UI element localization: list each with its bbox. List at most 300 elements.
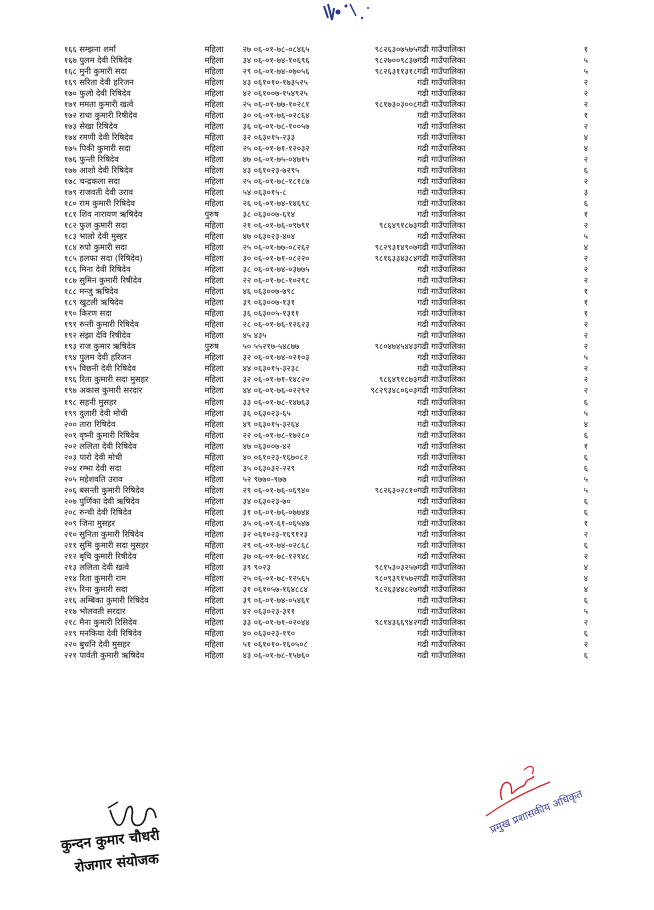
cell-phone: [345, 231, 417, 242]
cell-office: गढी गाउँपालिका: [417, 605, 466, 616]
cell-id-number: ४० ०६१०२३-१६७०८२: [242, 451, 308, 462]
table-row: [64, 529, 588, 540]
cell-gender: महिला: [204, 451, 224, 462]
cell-gender: महिला: [204, 55, 224, 66]
cell-gender: महिला: [204, 187, 224, 198]
cell-office: गढी गाउँपालिका: [417, 561, 466, 572]
cell-office: गढी गाउँपालिका: [417, 550, 466, 561]
cell-name: २०७ पुर्णिका देवी ऋषिदेव: [64, 495, 140, 506]
table-row: [64, 143, 588, 154]
cell-count: २: [583, 616, 588, 627]
table-row: [64, 474, 588, 485]
cell-name: १६६ सम्झना शर्मा: [64, 44, 116, 54]
cell-office: गढी गाउँपालिका: [417, 77, 466, 88]
cell-id-number: ३५ ०६३०३२-२२९: [242, 462, 296, 473]
cell-name: १८७ सुमिन कुमारी रिषीदेव: [64, 275, 142, 286]
table-row: [64, 187, 588, 198]
cell-count: ५: [583, 484, 588, 495]
cell-office: गढी गाउँपालिका: [417, 484, 466, 495]
table-row: [64, 297, 588, 308]
signatory-block: [60, 800, 230, 880]
cell-id-number: ५२ ९७७०-९७७: [242, 473, 287, 484]
cell-office: गढी गाउँपालिका: [417, 143, 466, 154]
cell-name: १९६ रिता कुमारी सदा मुसहर: [64, 374, 149, 385]
cell-name: १९२ संझा देवि रिषीदेव: [64, 330, 131, 341]
table-row: [64, 110, 588, 121]
cell-office: गढी गाउँपालिका: [417, 154, 466, 165]
cell-name: २१० सुनिता कुमारी रिषिदेव: [64, 528, 144, 539]
cell-id-number: ४२ ०६१००७-१५४९२५: [242, 88, 308, 99]
cell-count: ६: [583, 396, 588, 407]
cell-name: १९८ सहनी मुसहर: [64, 396, 117, 407]
cell-name: १७२ राधा कुमारी रिषीदेव: [64, 110, 138, 121]
cell-gender: महिला: [204, 352, 224, 363]
cell-count: ५: [583, 231, 588, 242]
cell-name: २०० तारा रिषिदेव: [64, 418, 116, 429]
cell-office: गढी गाउँपालिका: [417, 264, 466, 275]
cell-name: २१८ मैना कुमारी रिसिदेव: [64, 616, 137, 627]
cell-count: २: [583, 88, 588, 99]
cell-phone: ९८१७३०३००८: [374, 99, 418, 110]
cell-id-number: ३८ ०६-०१-७४-०३७७५: [242, 264, 310, 275]
cell-gender: महिला: [204, 517, 224, 528]
ink-smudge-icon: [316, 0, 376, 26]
cell-office: गढी गाउँपालिका: [417, 209, 466, 220]
cell-id-number: ३० ०६-०१-७६-०२८६४: [242, 110, 310, 121]
cell-name: २१९ मनकिया देवी रिषिदेव: [64, 627, 142, 638]
cell-phone: ९८२६३०२८१०: [374, 484, 418, 495]
cell-phone: ९८१४३६६९४२: [374, 616, 418, 627]
cell-id-number: ३१ ०६-०१-७६-०७७४४: [242, 506, 310, 517]
cell-count: २: [583, 385, 588, 396]
cell-office: गढी गाउँपालिका: [417, 638, 466, 649]
cell-gender: पुरुष: [204, 341, 219, 352]
cell-id-number: ३३ ०६-०१-७१-०२०४४: [242, 616, 310, 627]
cell-gender: महिला: [204, 286, 224, 297]
cell-gender: महिला: [204, 484, 224, 495]
cell-office: गढी गाउँपालिका: [417, 88, 466, 99]
cell-id-number: ३९ ०६-०१-७४-०५४६१: [242, 594, 310, 605]
cell-gender: महिला: [204, 242, 224, 253]
cell-name: १९० किरण सदा: [64, 308, 112, 319]
cell-gender: महिला: [204, 374, 224, 385]
cell-office: गढी गाउँपालिका: [417, 363, 466, 374]
cell-office: गढी गाउँपालिका: [417, 110, 466, 121]
cell-phone: ९८६४९१८७३: [379, 220, 418, 231]
table-row: [64, 88, 588, 99]
cell-count: ५: [583, 66, 588, 77]
cell-phone: ९८२६३०७५७५: [374, 44, 418, 54]
cell-id-number: ३२ ०६-०१-७१-१४८२०: [242, 374, 310, 385]
table-row: [64, 132, 588, 143]
cell-office: गढी गाउँपालिका: [417, 627, 466, 638]
cell-name: १८६ मिना देवी रिषिदेव: [64, 264, 131, 275]
cell-count: १: [583, 286, 588, 297]
cell-office: गढी गाउँपालिका: [417, 121, 466, 132]
cell-id-number: ५१ ०६१०१०-१६०५०८: [242, 638, 308, 649]
cell-office: गढी गाउँपालिका: [417, 517, 466, 528]
cell-count: ४: [583, 242, 588, 253]
cell-count: २: [583, 121, 588, 132]
cell-gender: महिला: [204, 231, 224, 242]
cell-gender: महिला: [204, 176, 224, 187]
cell-count: १: [583, 110, 588, 121]
cell-name: २११ सुमि कुमारी सदा मुसहर: [64, 539, 149, 550]
cell-id-number: २५ ०६-०१-७८-१८१८७: [242, 176, 310, 187]
cell-name: १९३ राज कुमार ऋषिदेव: [64, 341, 136, 352]
cell-count: ४: [583, 583, 588, 594]
cell-phone: ९८२६३११३१८: [374, 66, 418, 77]
cell-id-number: ४७ ०६३०२३-४०४: [242, 231, 296, 242]
cell-count: ६: [583, 462, 588, 473]
cell-office: गढी गाउँपालिका: [417, 418, 466, 429]
cell-id-number: २५ ०६-०१-७७-०८२६२: [242, 242, 310, 253]
cell-id-number: ४४ ०६३०१५-३२३८: [242, 363, 300, 374]
cell-gender: महिला: [204, 66, 224, 77]
cell-name: १८१ शिव नारायण ऋषिदेव: [64, 209, 143, 220]
cell-office: गढी गाउँपालिका: [417, 451, 466, 462]
cell-count: ५: [583, 55, 588, 66]
cell-name: १९७ अकास कुमारी सरदार: [64, 385, 143, 396]
table-row: [64, 452, 588, 463]
cell-count: ४: [583, 418, 588, 429]
beneficiary-table: [64, 44, 588, 661]
cell-name: १७६ फुन्ती रिषिदेव: [64, 154, 119, 165]
cell-office: गढी गाउँपालिका: [417, 286, 466, 297]
cell-office: गढी गाउँपालिका: [417, 583, 466, 594]
table-row: [64, 628, 588, 639]
cell-id-number: ४० ०६३०२३-११०: [242, 627, 296, 638]
cell-count: ५: [583, 605, 588, 616]
cell-phone: [345, 463, 417, 474]
cell-phone: [345, 452, 417, 463]
cell-name: १६८ मुनी कुमारी सदा: [64, 66, 127, 77]
cell-count: २: [583, 374, 588, 385]
cell-phone: [345, 595, 417, 606]
cell-office: गढी गाउँपालिका: [417, 352, 466, 363]
table-row: [64, 573, 588, 584]
table-row: [64, 154, 588, 165]
cell-gender: महिला: [204, 506, 224, 517]
cell-gender: महिला: [204, 363, 224, 374]
cell-name: २०९ जिना मुसहर: [64, 517, 115, 528]
cell-office: गढी गाउँपालिका: [417, 66, 466, 77]
cell-name: १८३ भालो देवी मुस्हर: [64, 231, 127, 242]
cell-gender: महिला: [204, 649, 224, 660]
cell-office: गढी गाउँपालिका: [417, 297, 466, 308]
cell-phone: ९८२९३१४९०७: [374, 242, 418, 253]
cell-office: गढी गाउँपालिका: [417, 319, 466, 330]
cell-name: १९१ रुन्ती कुमारी रिषिदेव: [64, 319, 139, 330]
cell-office: गढी गाउँपालिका: [417, 308, 466, 319]
cell-id-number: २६ ०६-०१-७४-१४६९८: [242, 198, 310, 209]
table-row: [64, 165, 588, 176]
cell-id-number: ४६ ०६३००७-७९८: [242, 286, 296, 297]
cell-name: २०८ रुन्ची देवी रिषिदेव: [64, 506, 132, 517]
cell-gender: महिला: [204, 605, 224, 616]
cell-id-number: ३४ ०६३०२३-७०: [242, 495, 291, 506]
cell-phone: ९८२७००९८३७: [374, 55, 418, 66]
cell-phone: ९८०९३९१५७२: [374, 572, 418, 583]
cell-name: १८९ खुटली ऋषिदेव: [64, 297, 124, 308]
cell-name: १७९ राजवती देवी उराव: [64, 187, 133, 198]
cell-name: २०२ ललिता देवी रिषिदेव: [64, 440, 137, 451]
cell-office: गढी गाउँपालिका: [417, 55, 466, 66]
cell-id-number: ४५ ४३५: [242, 330, 267, 341]
cell-office: गढी गाउँपालिका: [417, 495, 466, 506]
table-row: [64, 485, 588, 496]
cell-gender: पुरुष: [204, 209, 219, 220]
cell-phone: [345, 132, 417, 143]
table-row: [64, 496, 588, 507]
table-row: [64, 330, 588, 341]
cell-phone: [345, 408, 417, 419]
cell-name: १७० फुलो देवी रिषिदेव: [64, 88, 131, 99]
cell-count: २: [583, 319, 588, 330]
cell-id-number: ४७ ०६३००७-४२: [242, 440, 291, 451]
cell-phone: [345, 319, 417, 330]
cell-phone: [345, 628, 417, 639]
signatory-name: कुन्दन कुमार चौधरी: [60, 827, 161, 854]
cell-id-number: ४३ ०६१०१०-१७३५२५: [242, 77, 308, 88]
cell-count: २: [583, 264, 588, 275]
cell-office: गढी गाउँपालिका: [417, 99, 466, 110]
cell-office: गढी गाउँपालिका: [417, 462, 466, 473]
cell-phone: ९८२६३४४८२७: [374, 583, 418, 594]
table-row: [64, 430, 588, 441]
cell-id-number: २१ ०६-०१-७६-०९७९१: [242, 220, 310, 231]
cell-gender: महिला: [204, 330, 224, 341]
cell-phone: [345, 397, 417, 408]
cell-gender: महिला: [204, 88, 224, 99]
cell-phone: [345, 352, 417, 363]
cell-name: २०१ वृष्नी कुमारी रिषिदेव: [64, 429, 139, 440]
cell-count: १: [583, 517, 588, 528]
cell-id-number: २५ ०६-०१-७१-१२०३२: [242, 143, 310, 154]
cell-count: २: [583, 220, 588, 231]
cell-count: ५: [583, 352, 588, 363]
cell-gender: महिला: [204, 143, 224, 154]
cell-name: २१३ ललिता देवी खत्वे: [64, 561, 130, 572]
cell-name: २२१ पार्वती कुमारी ऋषिदेव: [64, 649, 145, 660]
cell-name: १८० राम कुमारी रिषिदेव: [64, 198, 135, 209]
cell-phone: ९८०४७४५४४३: [374, 341, 418, 352]
cell-gender: महिला: [204, 275, 224, 286]
table-row: [64, 198, 588, 209]
table-row: [64, 55, 588, 66]
cell-office: गढी गाउँपालिका: [417, 407, 466, 418]
cell-id-number: ४७ ०६-०१-७५-०४७१५: [242, 154, 310, 165]
cell-office: गढी गाउँपालिका: [417, 649, 466, 660]
cell-phone: [345, 330, 417, 341]
cell-gender: महिला: [204, 638, 224, 649]
table-row: [64, 595, 588, 606]
cell-name: १७५ पिकी कुमारी सदा: [64, 143, 131, 154]
cell-gender: महिला: [204, 528, 224, 539]
cell-gender: महिला: [204, 440, 224, 451]
cell-gender: महिला: [204, 132, 224, 143]
cell-id-number: ३६ ०६-०१-७८-१००५७: [242, 121, 310, 132]
cell-id-number: ३२ ०६१०२३-१६९१२३: [242, 528, 308, 539]
cell-gender: महिला: [204, 594, 224, 605]
cell-id-number: ३७ ०६-०१-७८-१२९४८: [242, 550, 310, 561]
cell-gender: महिला: [204, 462, 224, 473]
cell-gender: महिला: [204, 495, 224, 506]
cell-phone: [345, 297, 417, 308]
cell-name: २१४ रिता कुमारी राम: [64, 572, 126, 583]
cell-id-number: २५ ०६-०१-७८-१२५६५: [242, 572, 310, 583]
cell-phone: [345, 430, 417, 441]
cell-phone: [345, 198, 417, 209]
cell-office: गढी गाउँपालिका: [417, 176, 466, 187]
cell-count: ४: [583, 143, 588, 154]
cell-phone: ९८१६३३४३८४: [374, 253, 418, 264]
cell-count: २: [583, 275, 588, 286]
cell-office: गढी गाउँपालिका: [417, 594, 466, 605]
table-row: [64, 242, 588, 253]
cell-office: गढी गाउँपालिका: [417, 539, 466, 550]
cell-name: १८२ फुल कुमारी सदा: [64, 220, 128, 231]
cell-office: गढी गाउँपालिका: [417, 187, 466, 198]
cell-count: २: [583, 638, 588, 649]
cell-count: २: [583, 528, 588, 539]
cell-count: २: [583, 550, 588, 561]
cell-office: गढी गाउँपालिका: [417, 506, 466, 517]
cell-office: गढी गाउँपालिका: [417, 440, 466, 451]
cell-phone: [345, 441, 417, 452]
table-row: [64, 650, 588, 661]
cell-phone: [345, 176, 417, 187]
cell-id-number: ३६ ०६३०२३-६५: [242, 407, 291, 418]
cell-phone: [345, 88, 417, 99]
cell-phone: [345, 518, 417, 529]
cell-gender: महिला: [204, 385, 224, 396]
cell-gender: महिला: [204, 154, 224, 165]
cell-name: १६९ सरिता देवी हरिजन: [64, 77, 134, 88]
cell-phone: [345, 496, 417, 507]
cell-id-number: ३२ ०६-०१-७४-०२१०३: [242, 352, 310, 363]
stamp-text: प्रमुख प्रशासकीय अधिकृत: [488, 787, 585, 837]
cell-phone: [345, 639, 417, 650]
cell-phone: [345, 121, 417, 132]
cell-id-number: २९ ०६-०१-७४-०२८६८: [242, 539, 310, 550]
table-row: [64, 308, 588, 319]
table-row: [64, 518, 588, 529]
table-row: [64, 99, 588, 110]
cell-count: १: [583, 297, 588, 308]
cell-count: ६: [583, 495, 588, 506]
cell-office: गढी गाउँपालिका: [417, 253, 466, 264]
cell-office: गढी गाउँपालिका: [417, 242, 466, 253]
cell-count: २: [583, 330, 588, 341]
table-row: [64, 66, 588, 77]
cell-phone: [345, 165, 417, 176]
cell-id-number: ३० ०६-०१-७१-०८२२०: [242, 253, 310, 264]
cell-gender: महिला: [204, 616, 224, 627]
table-row: [64, 220, 588, 231]
cell-id-number: २७ ०६-०१-७८-०८४६५: [242, 44, 310, 54]
table-row: [64, 77, 588, 88]
cell-name: १९५ विछनी देवी रिषिदेव: [64, 363, 136, 374]
cell-phone: [345, 529, 417, 540]
cell-id-number: ३९ ०६३००७-१३१: [242, 297, 296, 308]
cell-office: गढी गाउँपालिका: [417, 396, 466, 407]
cell-count: १: [583, 44, 588, 54]
cell-count: ६: [583, 165, 588, 176]
cell-count: १: [583, 440, 588, 451]
cell-office: गढी गाउँपालिका: [417, 198, 466, 209]
cell-count: ६: [583, 451, 588, 462]
cell-phone: [345, 507, 417, 518]
table-row: [64, 231, 588, 242]
table-row: [64, 408, 588, 419]
table-row: [64, 606, 588, 617]
table-row: [64, 121, 588, 132]
cell-id-number: ४३ ०६-०१-७८-१५७६०: [242, 649, 310, 660]
cell-name: २०३ पारो देवी मोची: [64, 451, 123, 462]
cell-count: २: [583, 176, 588, 187]
cell-gender: महिला: [204, 418, 224, 429]
cell-phone: [345, 286, 417, 297]
cell-gender: महिला: [204, 253, 224, 264]
table-row: [64, 584, 588, 595]
cell-gender: महिला: [204, 396, 224, 407]
cell-office: गढी गाउँपालिका: [417, 473, 466, 484]
cell-office: गढी गाउँपालिका: [417, 341, 466, 352]
table-row: [64, 540, 588, 551]
cell-gender: महिला: [204, 319, 224, 330]
cell-id-number: ४२ ०६३०२३-३११: [242, 605, 296, 616]
cell-name: २०४ रम्भा देवी सदा: [64, 462, 122, 473]
cell-office: गढी गाउँपालिका: [417, 132, 466, 143]
cell-id-number: ३६ ०६३००५-१३११: [242, 308, 300, 319]
cell-count: ४: [583, 572, 588, 583]
cell-phone: [345, 540, 417, 551]
cell-gender: महिला: [204, 539, 224, 550]
cell-office: गढी गाउँपालिका: [417, 275, 466, 286]
cell-phone: [345, 154, 417, 165]
cell-count: २: [583, 341, 588, 352]
cell-name: २२० बुधनि देवी मुसहर: [64, 638, 131, 649]
cell-phone: [345, 143, 417, 154]
cell-count: ४: [583, 561, 588, 572]
cell-count: ६: [583, 198, 588, 209]
cell-phone: [345, 264, 417, 275]
cell-gender: महिला: [204, 583, 224, 594]
cell-id-number: २९ ०६-०१-७४-०७०५६: [242, 66, 310, 77]
cell-name: १७१ ममता कुमारी खत्वे: [64, 99, 134, 110]
cell-name: १८८ मन्जु ऋषिदेव: [64, 286, 119, 297]
cell-office: गढी गाउँपालिका: [417, 165, 466, 176]
table-row: [64, 617, 588, 628]
cell-count: ५: [583, 407, 588, 418]
cell-name: १७७ आशो देवी रिषिदेव: [64, 165, 133, 176]
cell-count: ६: [583, 649, 588, 660]
table-row: [64, 551, 588, 562]
cell-name: १९४ पुलम देवी हरिजन: [64, 352, 132, 363]
cell-phone: [345, 606, 417, 617]
cell-gender: महिला: [204, 561, 224, 572]
cell-id-number: २२ ०६-०१-७८-१०२९८: [242, 275, 310, 286]
cell-id-number: २२ ०६-०१-७८-१७२८०: [242, 429, 310, 440]
cell-gender: महिला: [204, 110, 224, 121]
cell-id-number: ३८ ०६३००७-६१४: [242, 209, 296, 220]
cell-office: गढी गाउँपालिका: [417, 44, 466, 54]
cell-gender: महिला: [204, 429, 224, 440]
cell-count: २: [583, 154, 588, 165]
table-row: [64, 385, 588, 396]
cell-count: १: [583, 308, 588, 319]
